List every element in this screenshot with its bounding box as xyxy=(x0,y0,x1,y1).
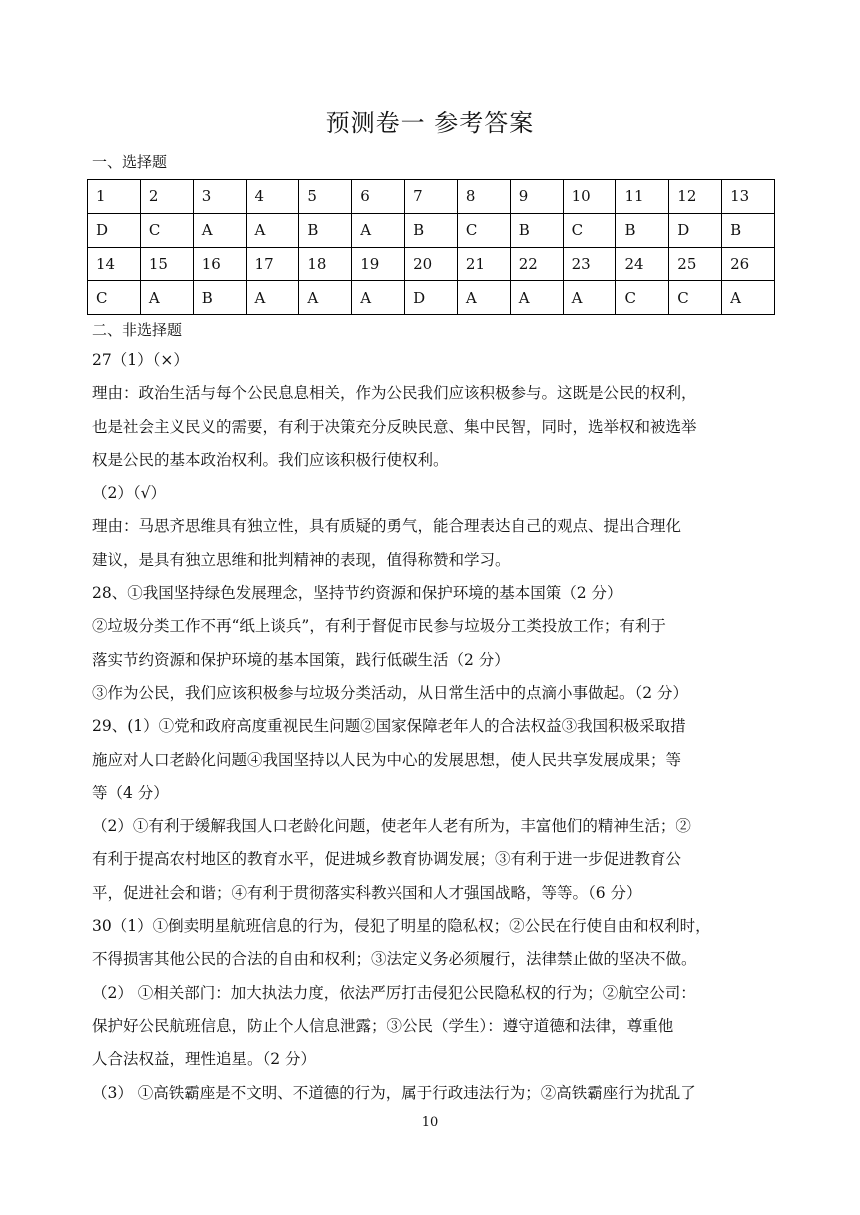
section-heading-nonchoice: 二、非选择题 xyxy=(92,321,183,339)
table-row xyxy=(88,180,775,214)
text-line: 人合法权益，理性追星。（2 分） xyxy=(92,1050,317,1069)
answer-body xyxy=(92,344,792,1110)
text-line: 权是公民的基本政治权利。我们应该积极行使权利。 xyxy=(92,450,449,469)
table-cell: 22 xyxy=(510,247,563,281)
table-cell: 21 xyxy=(457,247,510,281)
text-line: 落实节约资源和保护环境的基本国策，践行低碳生活（2 分） xyxy=(92,650,510,669)
table-cell: 6 xyxy=(352,180,405,214)
table-cell: D xyxy=(88,213,141,247)
text-line: 理由：政治生活与每个公民息息相关，作为公民我们应该积极参与。这既是公民的权利， xyxy=(92,384,697,403)
table-cell: 26 xyxy=(722,247,775,281)
table-cell: 24 xyxy=(616,247,669,281)
text-line: 30（1）①倒卖明星航班信息的行为，侵犯了明星的隐私权；②公民在行使自由和权利时， xyxy=(92,917,711,936)
text-line: ③作为公民，我们应该积极参与垃圾分类活动，从日常生活中的点滴小事做起。（2 分） xyxy=(92,683,689,702)
table-row xyxy=(88,213,775,247)
text-line: 不得损害其他公民的合法的自由和权利；③法定义务必须履行，法律禁止做的坚决不做。 xyxy=(92,950,697,969)
table-cell: A xyxy=(352,213,405,247)
page-number: 10 xyxy=(421,1115,439,1130)
table-row xyxy=(88,281,775,315)
table-cell: A xyxy=(352,281,405,315)
table-cell: 25 xyxy=(669,247,722,281)
table-cell: A xyxy=(563,281,616,315)
table-cell: B xyxy=(193,281,246,315)
table-cell: A xyxy=(140,281,193,315)
table-cell: 18 xyxy=(299,247,352,281)
table-cell: C xyxy=(669,281,722,315)
table-cell: B xyxy=(405,213,458,247)
text-line: 27（1）（×） xyxy=(92,351,189,369)
table-cell: B xyxy=(722,213,775,247)
table-cell: D xyxy=(669,213,722,247)
table-cell: A xyxy=(722,281,775,315)
text-line: （2）（√） xyxy=(92,484,166,503)
table-cell: 16 xyxy=(193,247,246,281)
table-cell: 23 xyxy=(563,247,616,281)
text-line: （3） ①高铁霸座是不文明、不道德的行为，属于行政违法行为；②高铁霸座行为扰乱了 xyxy=(92,1083,696,1102)
text-line: 施应对人口老龄化问题④我国坚持以人民为中心的发展思想，使人民共享发展成果；等 xyxy=(92,750,682,769)
table-cell: B xyxy=(299,213,352,247)
text-line: 也是社会主义民义的需要，有利于决策充分反映民意、集中民智，同时，选举权和被选举 xyxy=(92,417,697,436)
answer-table xyxy=(87,179,775,315)
table-cell: 13 xyxy=(722,180,775,214)
text-line: 平，促进社会和谐；④有利于贯彻落实科教兴国和人才强国战略，等等。（6 分） xyxy=(92,883,642,902)
text-line: 保护好公民航班信息，防止个人信息泄露；③公民（学生）：遵守道德和法律，尊重他 xyxy=(92,1016,674,1035)
table-cell: 19 xyxy=(352,247,405,281)
text-line: 28、①我国坚持绿色发展理念，坚持节约资源和保护环境的基本国策（2 分） xyxy=(92,584,623,603)
table-cell: 11 xyxy=(616,180,669,214)
table-cell: 20 xyxy=(405,247,458,281)
section-heading-choice: 一、选择题 xyxy=(92,153,168,171)
text-line: 等（4 分） xyxy=(92,783,169,802)
table-cell: D xyxy=(405,281,458,315)
table-cell: C xyxy=(616,281,669,315)
table-cell: 15 xyxy=(140,247,193,281)
text-line: 有利于提高农村地区的教育水平，促进城乡教育协调发展；③有利于进一步促进教育公 xyxy=(92,850,682,869)
table-cell: 17 xyxy=(246,247,299,281)
text-line: （2）①有利于缓解我国人口老龄化问题，使老年人老有所为，丰富他们的精神生活；② xyxy=(92,817,691,836)
text-line: 建议，是具有独立思维和批判精神的表现，值得称赞和学习。 xyxy=(92,550,511,569)
table-cell: 2 xyxy=(140,180,193,214)
table-cell: 3 xyxy=(193,180,246,214)
table-cell: 5 xyxy=(299,180,352,214)
table-cell: 1 xyxy=(88,180,141,214)
table-cell: 12 xyxy=(669,180,722,214)
table-cell: A xyxy=(246,213,299,247)
table-cell: C xyxy=(140,213,193,247)
text-line: ②垃圾分类工作不再“纸上谈兵”，有利于督促市民参与垃圾分工类投放工作；有利于 xyxy=(92,617,666,636)
table-cell: 7 xyxy=(405,180,458,214)
table-cell: 9 xyxy=(510,180,563,214)
table-cell: A xyxy=(510,281,563,315)
text-line: 29、(1）①党和政府高度重视民生问题②国家保障老年人的合法权益③我国积极采取措 xyxy=(92,717,686,736)
table-cell: A xyxy=(299,281,352,315)
table-cell: A xyxy=(457,281,510,315)
table-cell: B xyxy=(510,213,563,247)
table-cell: C xyxy=(457,213,510,247)
table-cell: 8 xyxy=(457,180,510,214)
table-cell: A xyxy=(246,281,299,315)
page-title: 预测卷一 参考答案 xyxy=(325,109,535,137)
table-cell: 14 xyxy=(88,247,141,281)
table-cell: C xyxy=(563,213,616,247)
table-cell: 4 xyxy=(246,180,299,214)
table-cell: 10 xyxy=(563,180,616,214)
table-row xyxy=(88,247,775,281)
table-cell: C xyxy=(88,281,141,315)
text-line: 理由：马思齐思维具有独立性，具有质疑的勇气，能合理表达自己的观点、提出合理化 xyxy=(92,517,682,536)
table-cell: A xyxy=(193,213,246,247)
text-line: （2） ①相关部门：加大执法力度，依法严厉打击侵犯公民隐私权的行为；②航空公司： xyxy=(92,983,696,1002)
table-cell: B xyxy=(616,213,669,247)
